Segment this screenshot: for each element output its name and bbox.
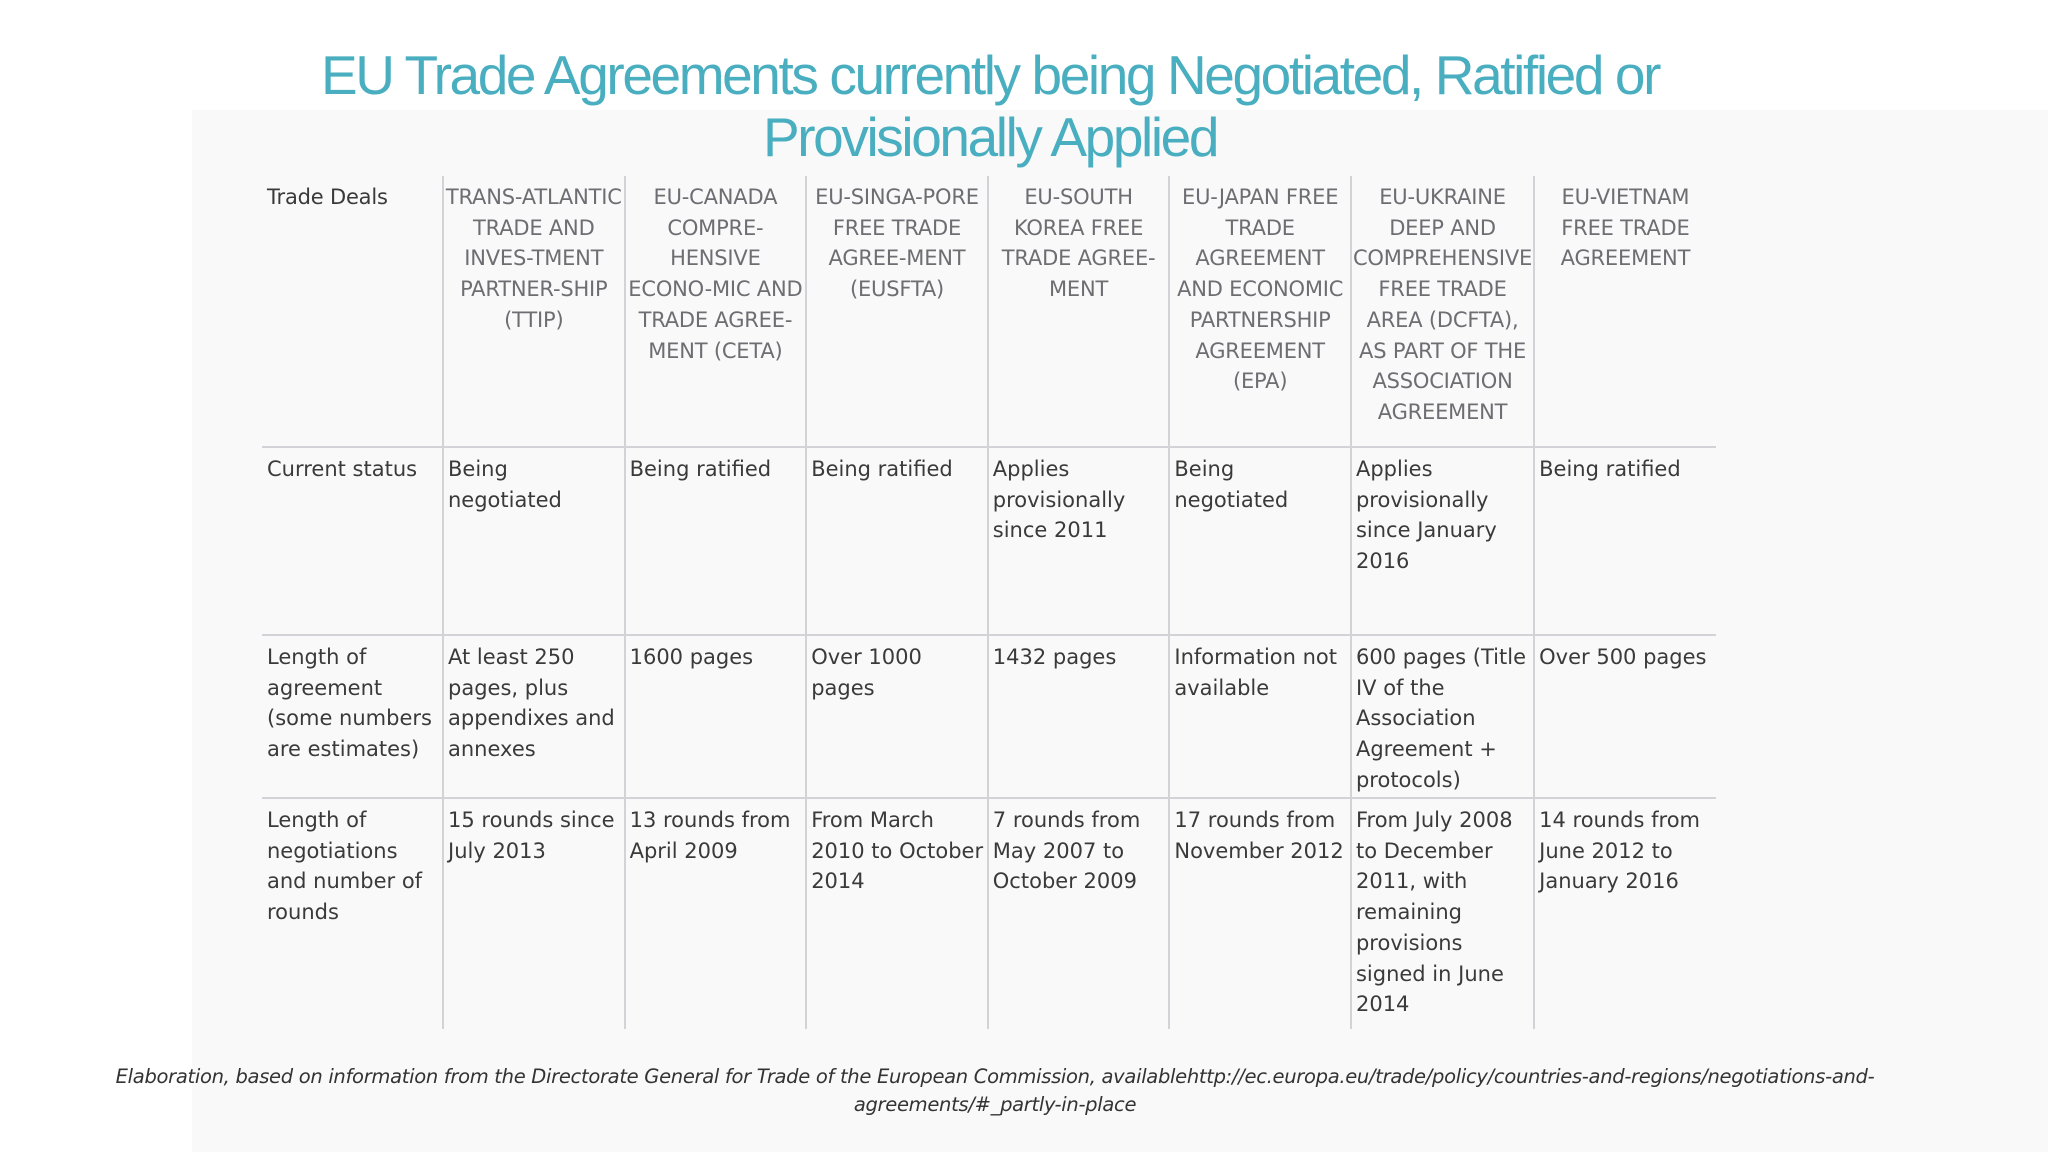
table-header-row — [262, 176, 1716, 447]
table-cell: 1432 pages — [988, 635, 1170, 798]
header-cell-ceta: EU-CANADA COMPRE-HENSIVE ECONO-MIC AND TRADE AGREE-MENT (CETA) — [625, 176, 807, 447]
table-cell: 17 rounds from November 2012 — [1169, 798, 1351, 1029]
header-cell-trade-deals: Trade Deals — [267, 185, 388, 209]
row-label: Length of agreement (some numbers are estimates) — [262, 635, 443, 798]
table-cell: Over 1000 pages — [806, 635, 988, 798]
table-cell: At least 250 pages, plus appendixes and annexes — [443, 635, 625, 798]
table-cell: From July 2008 to December 2011, with remaining provisions signed in June 2014 — [1351, 798, 1534, 1029]
table-cell: Over 500 pages — [1534, 635, 1716, 798]
header-cell-vietnam: EU-VIETNAM FREE TRADE AGREEMENT — [1534, 176, 1716, 447]
table-cell: 600 pages (Title IV of the Association Agreement + protocols) — [1351, 635, 1534, 798]
slide-title: EU Trade Agreements currently being Negotiated, Ratified or Provisionally Applied — [320, 44, 1660, 168]
table-cell: Being ratified — [1534, 447, 1716, 635]
header-cell-japan: EU-JAPAN FREE TRADE AGREEMENT AND ECONOMIC PARTNERSHIP AGREEMENT (EPA) — [1169, 176, 1351, 447]
table-cell: Applies provisionally since January 2016 — [1351, 447, 1534, 635]
table-cell: Applies provisionally since 2011 — [988, 447, 1170, 635]
table-cell: Being negotiated — [443, 447, 625, 635]
header-cell-eusfta: EU-SINGA-PORE FREE TRADE AGREE-MENT (EUSFTA) — [806, 176, 988, 447]
source-footnote: Elaboration, based on information from the Directorate General for Trade of the European Commission, availablehttp://ec.europa.eu/trade/policy/countries-and-regions/negotiations-and-agreements/#_partly-in-place — [115, 1065, 1875, 1116]
table-cell: Being ratified — [625, 447, 807, 635]
table-cell: 15 rounds since July 2013 — [443, 798, 625, 1029]
table-row-length-of-agreement — [262, 635, 1716, 798]
table-row-current-status — [262, 447, 1716, 635]
trade-deals-table — [262, 176, 1716, 1029]
row-label: Length of negotiations and number of rounds — [262, 798, 443, 1029]
table-cell: 7 rounds from May 2007 to October 2009 — [988, 798, 1170, 1029]
table-cell: From March 2010 to October 2014 — [806, 798, 988, 1029]
table-cell: 1600 pages — [625, 635, 807, 798]
header-cell-south-korea: EU-SOUTH KOREA FREE TRADE AGREE-MENT — [988, 176, 1170, 447]
header-cell-ukraine: EU-UKRAINE DEEP AND COMPREHENSIVE FREE TRADE AREA (DCFTA), AS PART OF THE ASSOCIATION AGREEMENT — [1351, 176, 1534, 447]
table-cell: 13 rounds from April 2009 — [625, 798, 807, 1029]
row-label: Current status — [262, 447, 443, 635]
table-row-length-of-negotiations — [262, 798, 1716, 1029]
table-cell: Being negotiated — [1169, 447, 1351, 635]
header-cell-ttip: TRANS-ATLANTIC TRADE AND INVES-TMENT PARTNER-SHIP (TTIP) — [443, 176, 625, 447]
table-cell: 14 rounds from June 2012 to January 2016 — [1534, 798, 1716, 1029]
table-cell: Information not available — [1169, 635, 1351, 798]
table-cell: Being ratified — [806, 447, 988, 635]
